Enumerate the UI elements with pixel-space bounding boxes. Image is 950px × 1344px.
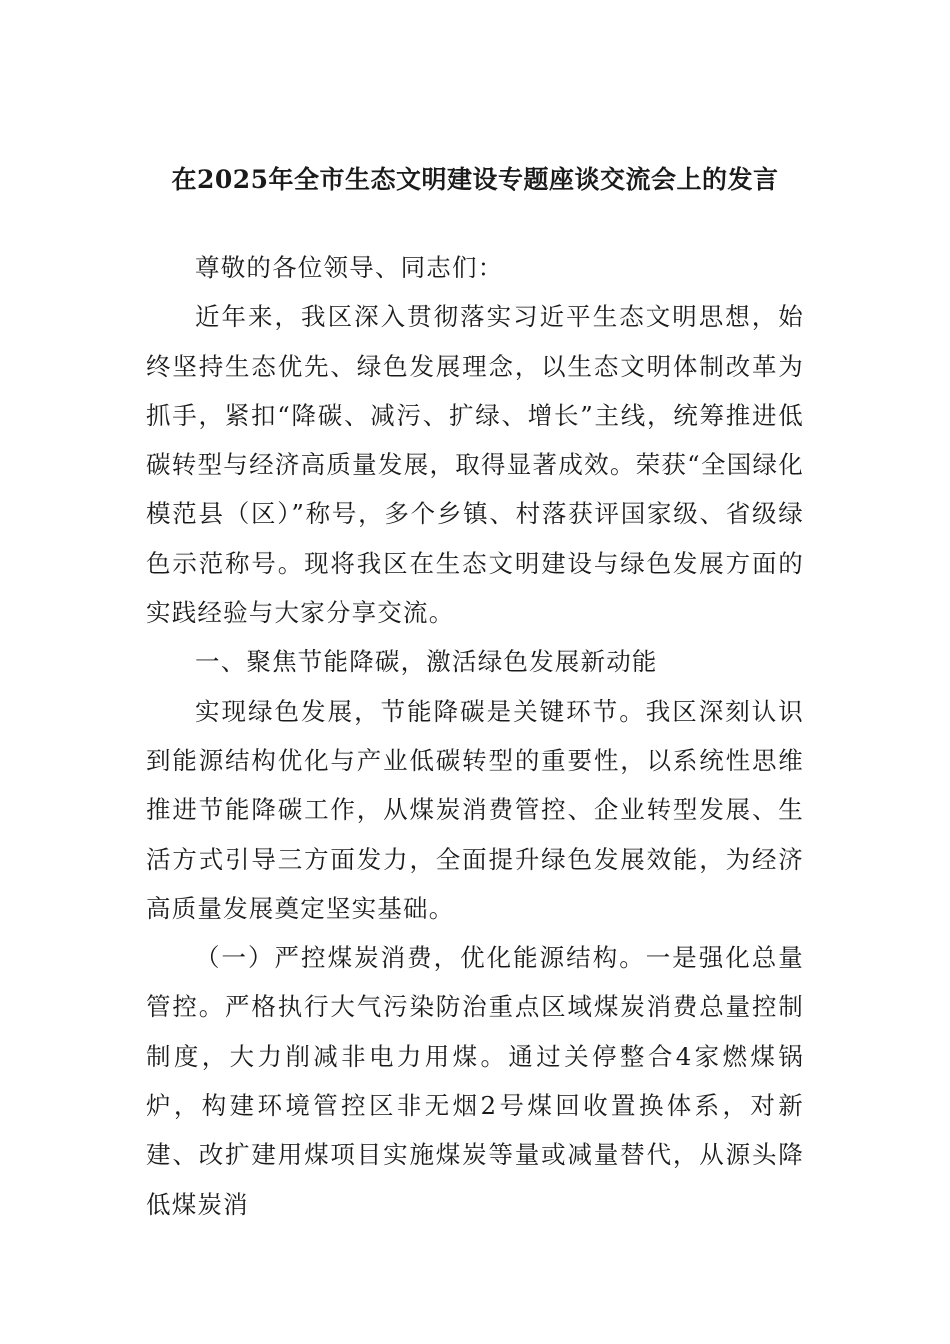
section-heading-1: 一、聚焦节能降碳，激活绿色发展新动能 [195, 647, 658, 677]
salutation-paragraph: 尊敬的各位领导、同志们： [195, 253, 504, 282]
subsection-1-paragraph: （一）严控煤炭消费，优化能源结构。一是强化总量管控。严格执行大气污染防治重点区域煤炭消费总量控制制度，大力削减非电力用煤。通过关停整合4家燃煤锅炉，构建环境管控区非无烟2号煤回收置换体系，对新建、改扩建用煤项目实施煤炭等量或减量替代，从源头降低煤炭消 [146, 943, 804, 1219]
intro-paragraph: 近年来，我区深入贯彻落实习近平生态文明思想，始终坚持生态优先、绿色发展理念，以生态文明体制改革为抓手，紧扣“降碳、减污、扩绿、增长”主线，统筹推进低碳转型与经济高质量发展，取得显著成效。荣获“全国绿化模范县（区）”称号，多个乡镇、村落获评国家级、省级绿色示范称号。现将我区在生态文明建设与绿色发展方面的实践经验与大家分享交流。 [146, 302, 804, 628]
section-1-paragraph: 实现绿色发展，节能降碳是关键环节。我区深刻认识到能源结构优化与产业低碳转型的重要性，以系统性思维推进节能降碳工作，从煤炭消费管控、企业转型发展、生活方式引导三方面发力，全面提升绿色发展效能，为经济高质量发展奠定坚实基础。 [146, 696, 804, 923]
document-body [146, 243, 804, 1229]
document-title: 在2025年全市生态文明建设专题座谈交流会上的发言 [171, 165, 779, 194]
